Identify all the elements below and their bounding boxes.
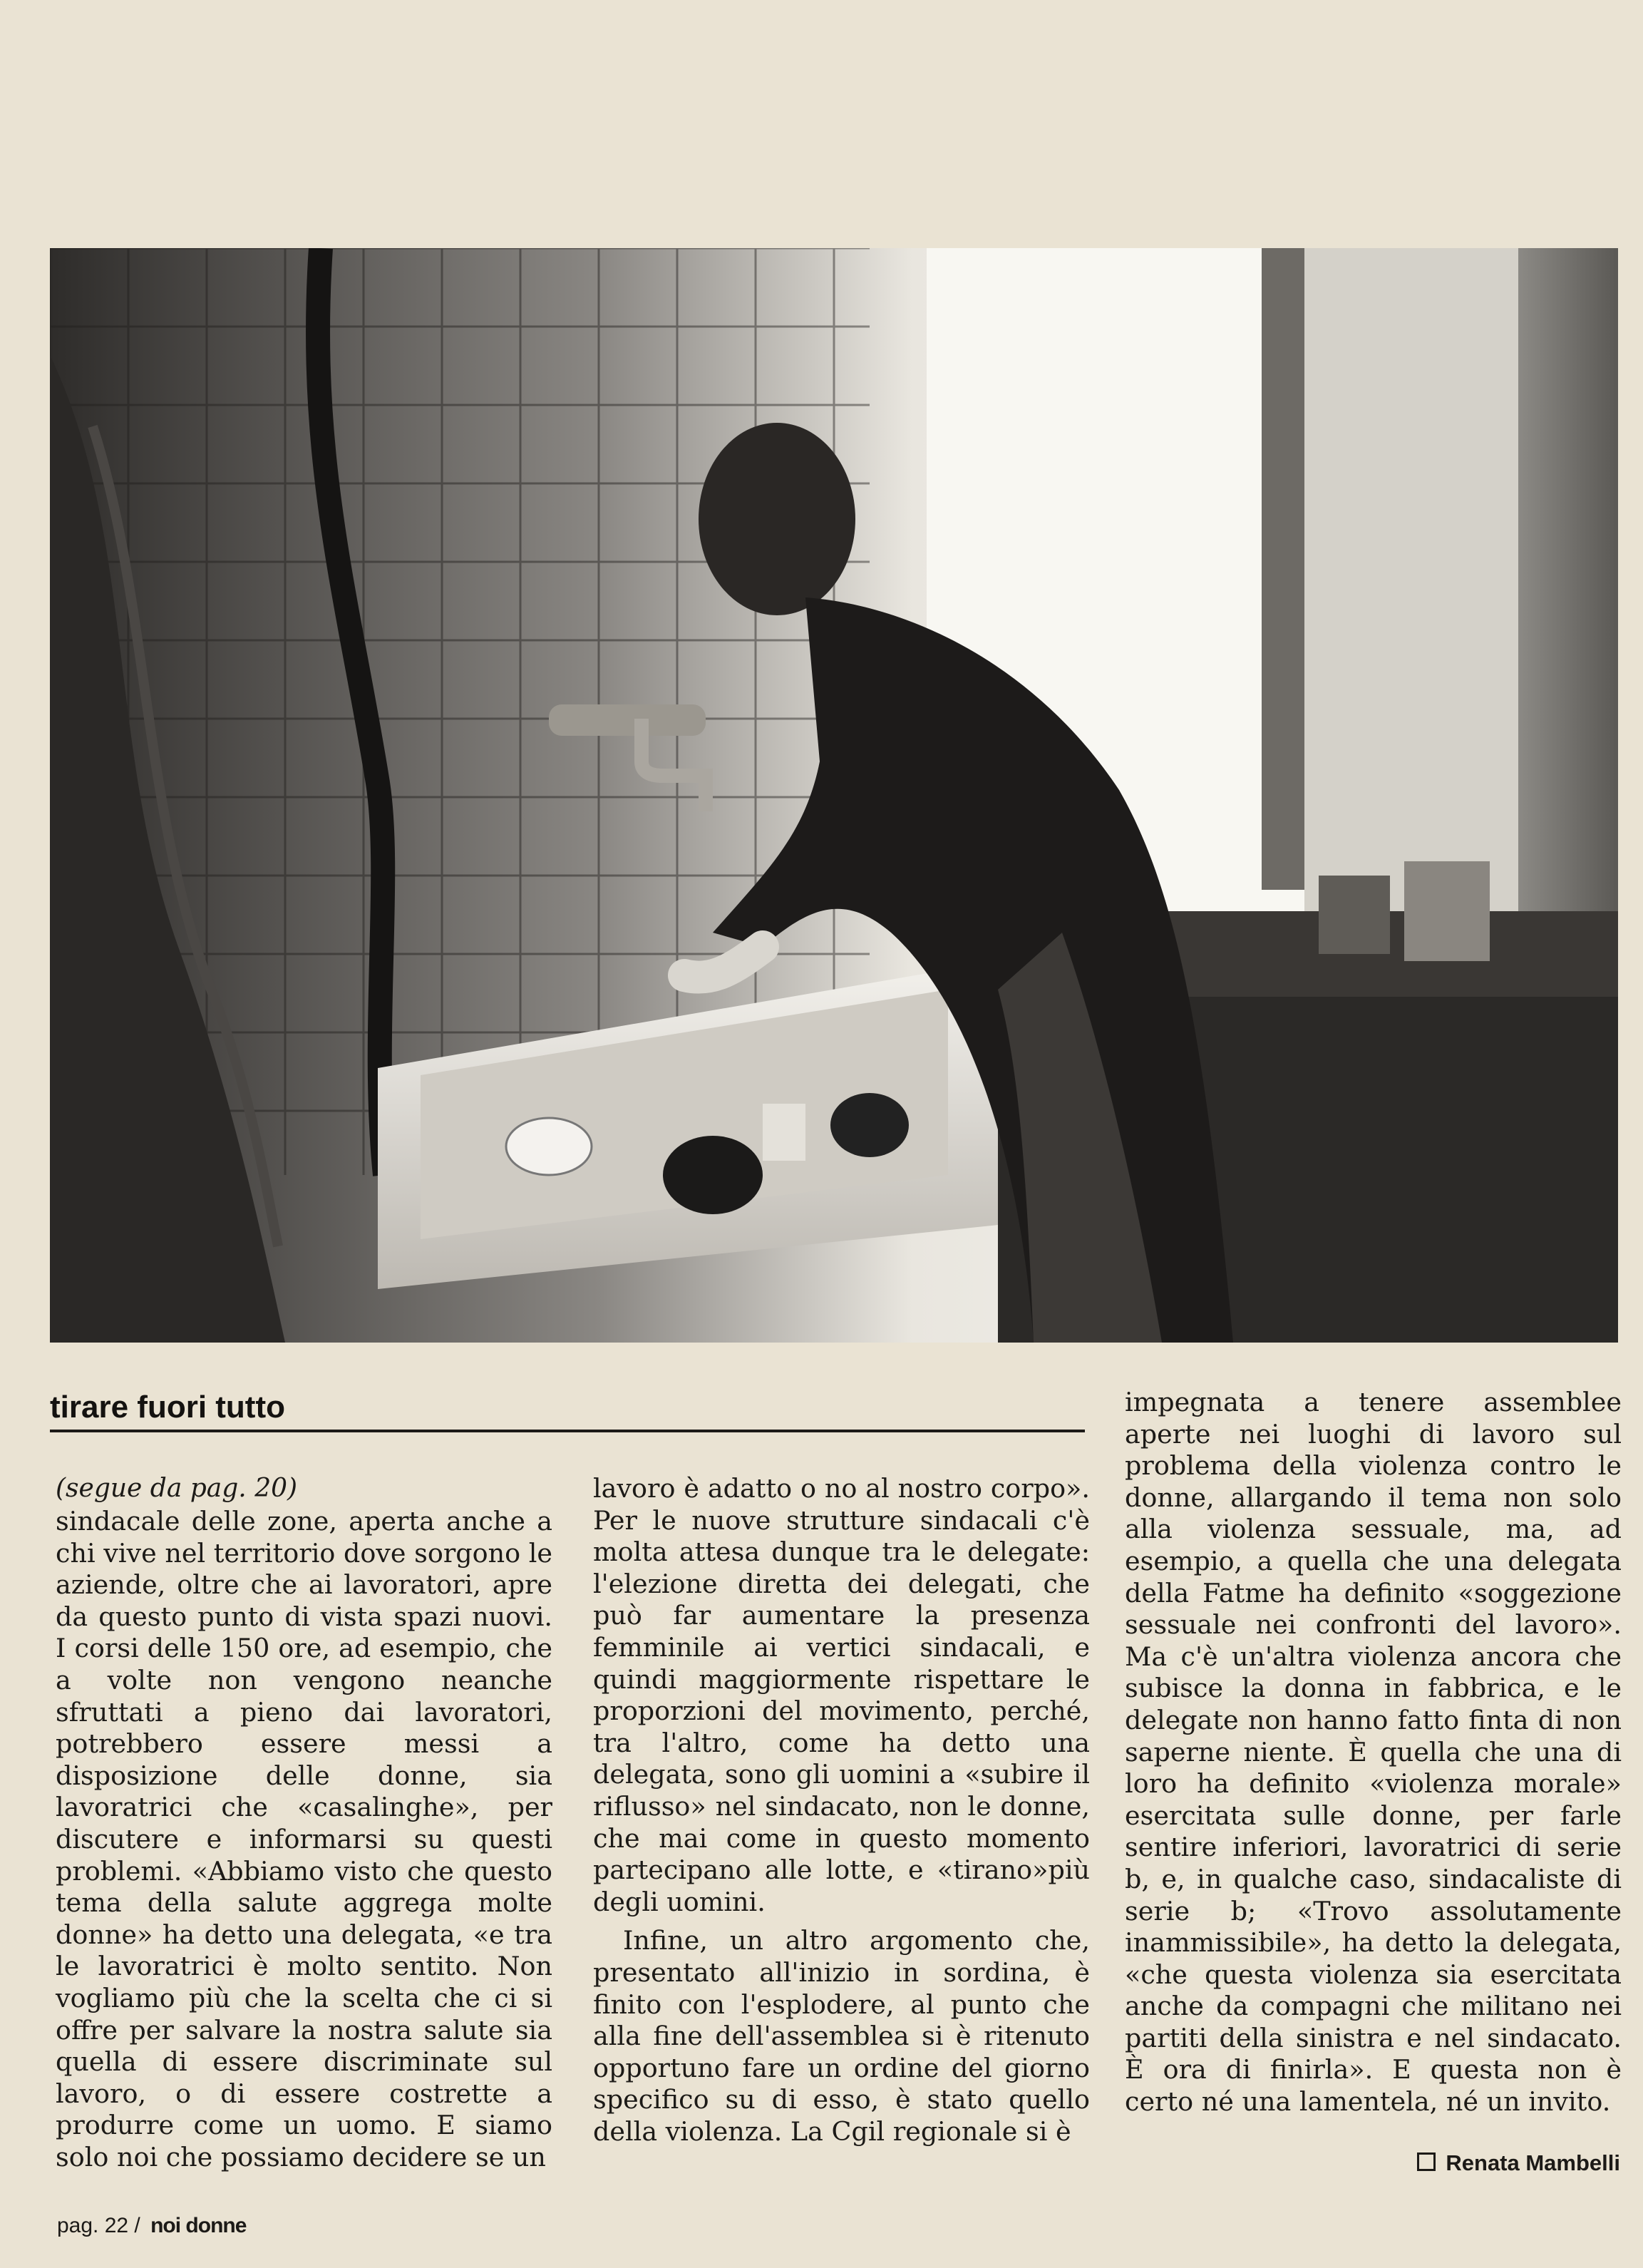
author-name: Renata Mambelli <box>1446 2150 1620 2175</box>
article-heading-block <box>50 1389 1085 1426</box>
kitchen-sink-photo <box>50 248 1618 1343</box>
byline-square-icon <box>1417 2152 1436 2171</box>
continued-note: (segue da pag. 20) <box>56 1474 298 1503</box>
author-byline <box>1417 2150 1620 2176</box>
page-number: pag. 22 / <box>57 2214 140 2237</box>
page-footer <box>57 2214 246 2238</box>
article-column-2 <box>593 1473 1090 2148</box>
magazine-name: noi donne <box>150 2214 247 2237</box>
article-column-1 <box>56 1473 552 2173</box>
article-heading: tirare fuori tutto <box>50 1390 285 1425</box>
column-2-paragraph-2: Infine, un altro argomento che, presentato all'inizio in sordina, è finito con l'esplodere, al punto che alla fine dell'assemblea si è ritenuto opportuno fare un ordine del giorno specifico su di esso, è stato quello della violenza. La Cgil regionale si è <box>593 1925 1090 2147</box>
photo-illustration <box>50 248 1618 1343</box>
column-2-paragraph-1: lavoro è adatto o no al nostro corpo». Per le nuove strutture sindacali c'è molta attesa dunque tra le delegate: l'elezione diretta dei delegati, che può far aumentare la presenza femminile ai vertici sindacali, e quindi maggiormente rispettare le proporzioni del movimento, perché, tra l'altro, come ha detto una delegata, sono gli uomini a «subire il riflusso» nel sindacato, non le donne, che mai come in questo momento partecipano alle lotte, e «tirano»più degli uomini. <box>593 1473 1090 1917</box>
column-3-text: impegnata a tenere assemblee aperte nei luoghi di lavoro sul problema della violenza contro le donne, allargando il tema non solo alla violenza sessuale, ma, ad esempio, a quella che una delegata della Fatme ha definito «soggezione sessuale nei confronti del lavoro». Ma c'è un'altra violenza ancora che subisce la donna in fabbrica, e le delegate non hanno fatto finta di non saperne niente. È quella che una di loro ha definito «violenza morale» esercitata sulle donne, per farle sentire inferiori, lavoratrici di serie b, e, in qualche caso, sindacaliste di serie b; «Trovo assolutamente inammissibile», ha detto la delegata, «che questa violenza sia esercitata anche da compagni che militano nei partiti della sinistra e nel sindacato. È ora di finirla». E questa non è certo né una lamentela, né un invito. <box>1125 1387 1622 2118</box>
article-column-3 <box>1125 1387 1622 2118</box>
column-1-text: sindacale delle zone, aperta anche a chi vive nel territorio dove sorgono le aziende, oltre che ai lavoratori, apre da questo punto di vista spazi nuovi. I corsi delle 150 ore, ad esempio, che a volte non vengono neanche sfruttati a pieno dai lavoratori, potrebbero essere messi a disposizione delle donne, sia lavoratrici che «casalinghe», per discutere e informarsi su questi problemi. «Abbiamo visto che questo tema della salute aggrega molte donne» ha detto una delegata, «e tra le lavoratrici è molto sentito. Non vogliamo più che la scelta che ci si offre per salvare la nostra salute sia quella di essere discriminate sul lavoro, o di essere costrette a produrre come un uomo. E siamo solo noi che possiamo decidere se un <box>56 1506 552 2172</box>
heading-rule <box>50 1430 1085 1432</box>
